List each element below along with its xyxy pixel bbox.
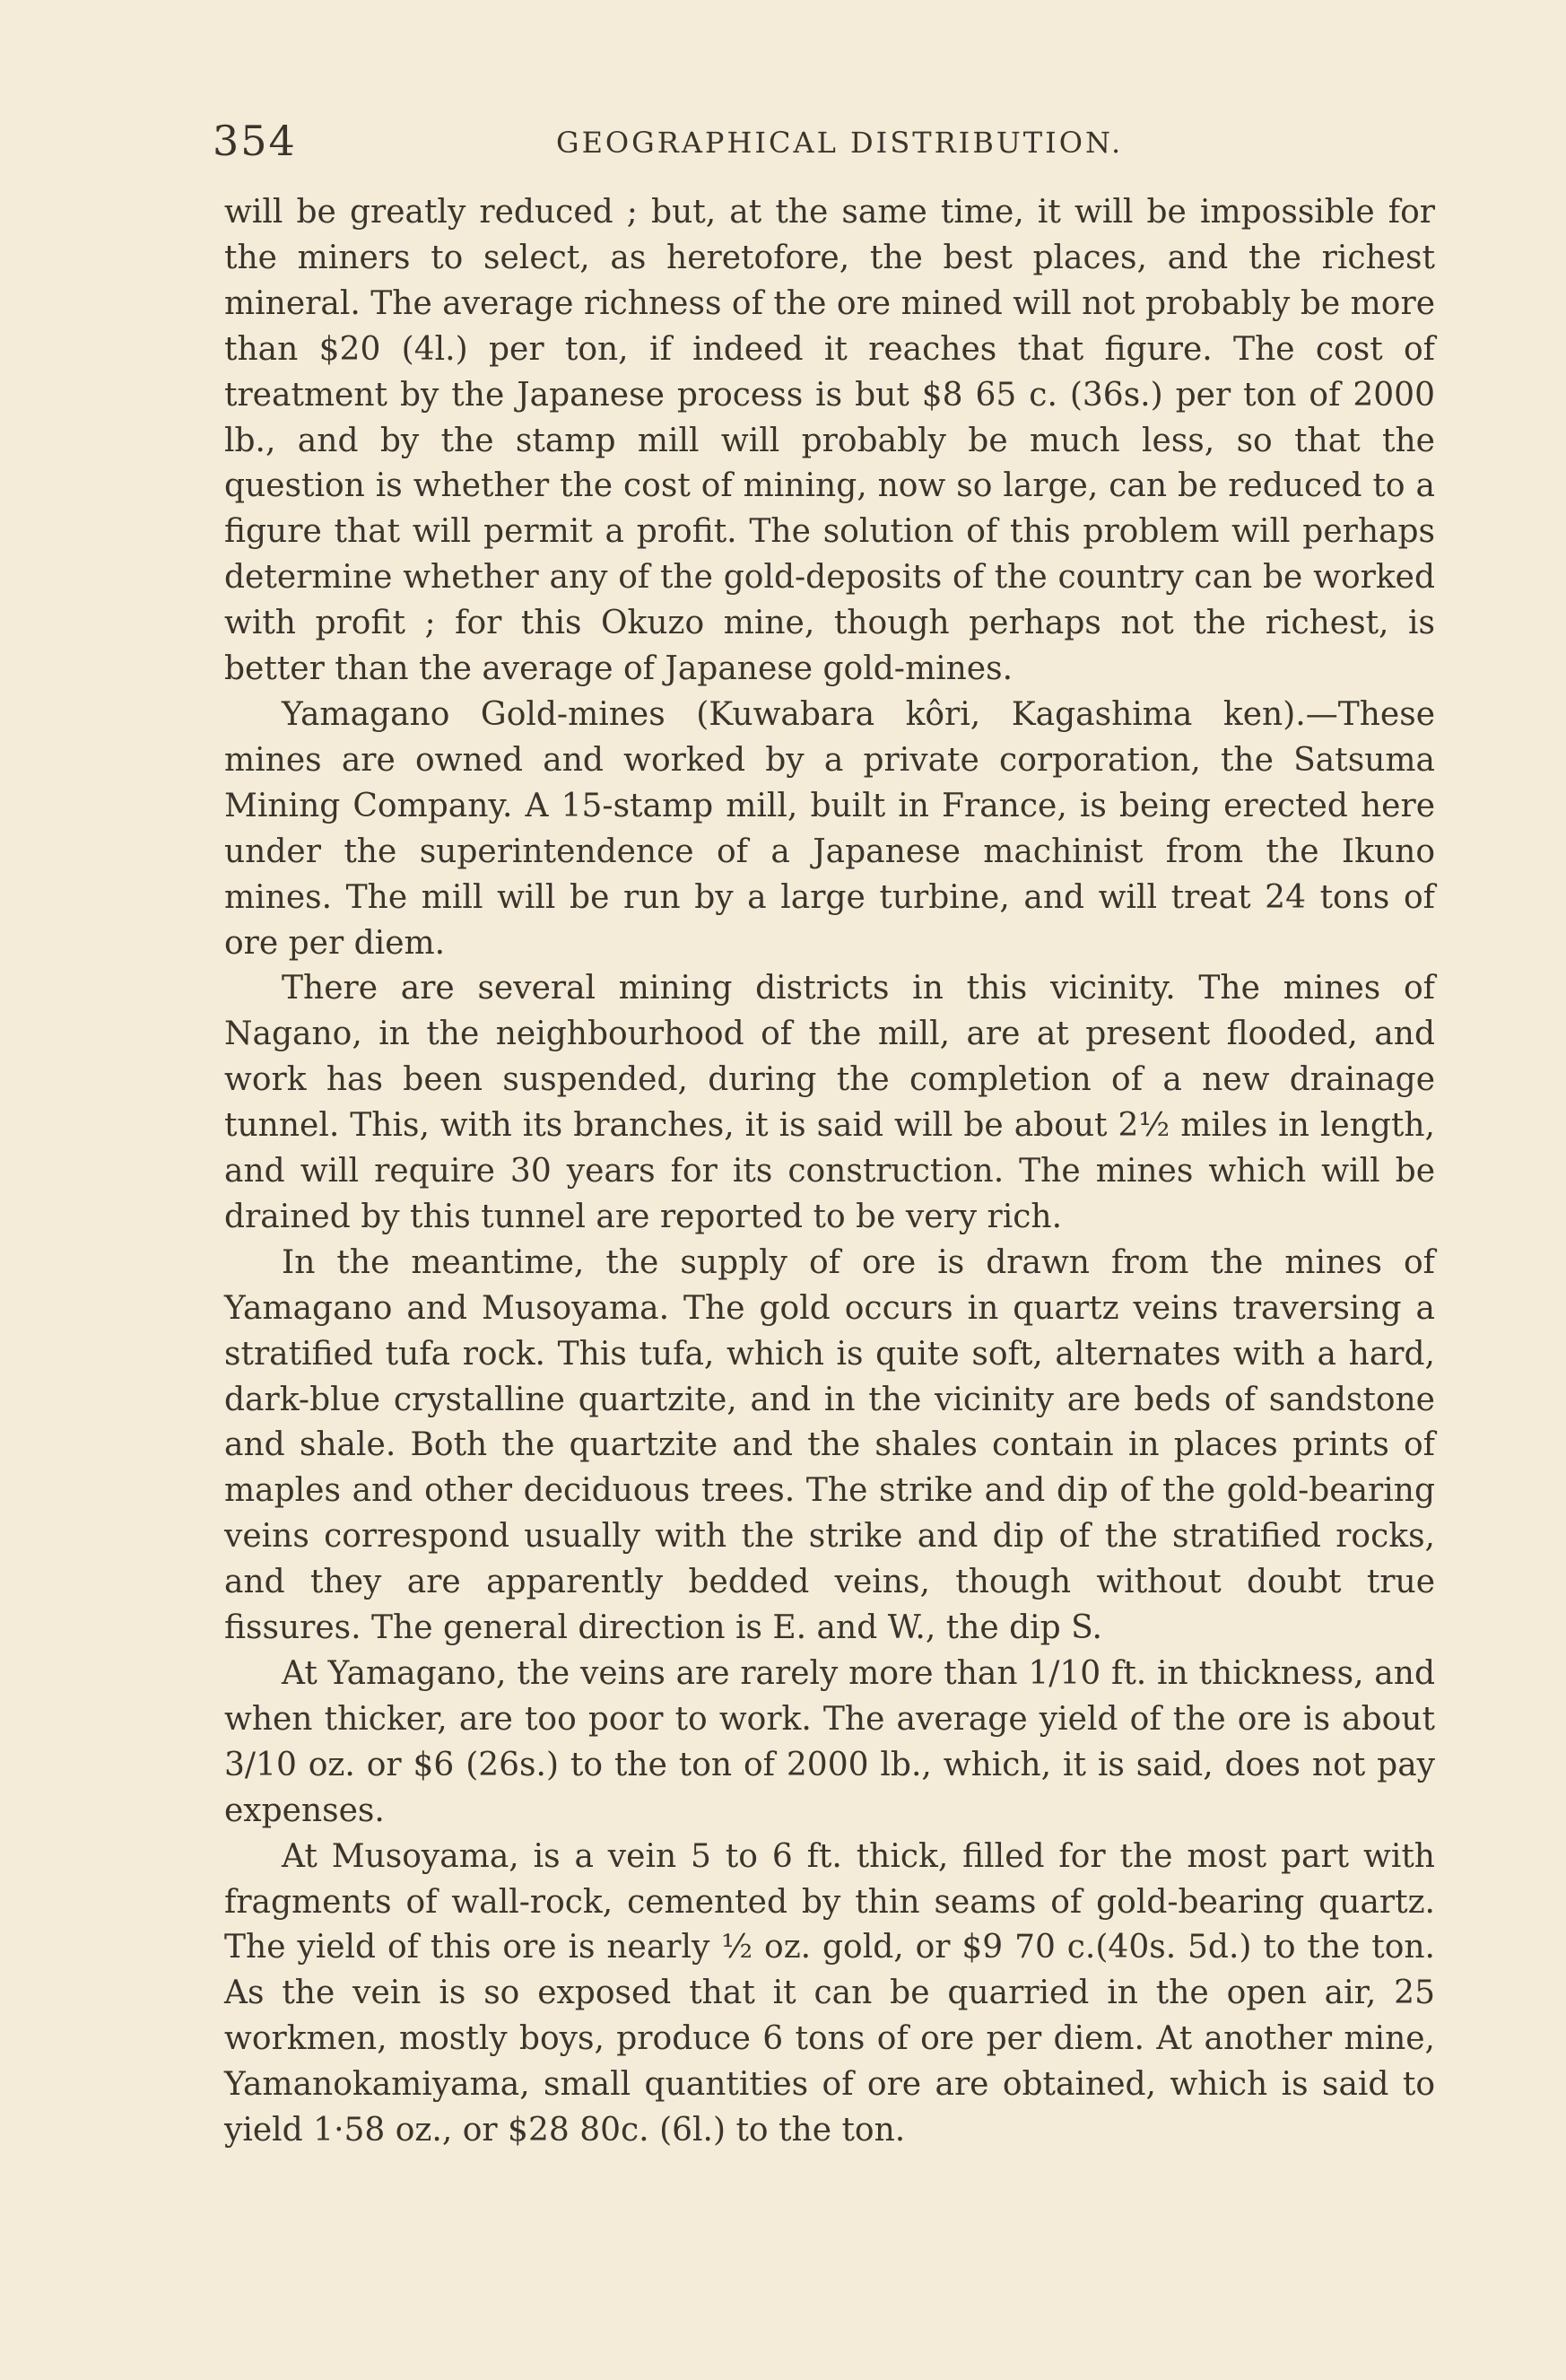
body-text bbox=[224, 190, 1435, 2154]
paragraph-ore-supply: In the meantime, the supply of ore is drawn from the mines of Yamagano and Musoyama. The gold occurs in quartz veins traversing a stratified tufa rock. This tufa, which is quite soft, alternates with a hard, dark-blue crystalline quartzite, and in the vicinity are beds of sandstone and shale. Both the quartzite and the shales contain in places prints of maples and other deciduous trees. The strike and dip of the gold-bearing veins correspond usually with the strike and dip of the stratified rocks, and they are apparently bedded veins, though without doubt true fissures. The general direction is E. and W., the dip S. bbox=[224, 1243, 1435, 1647]
paragraph-continuation: will be greatly reduced ; but, at the same time, it will be impossible for the miners to select, as heretofore, the best places, and the richest mineral. The average richness of the ore mined will not probably be more than $20 (4l.) per ton, if indeed it reaches that figure. The cost of treatment by the Japanese process is but $8 65 c. (36s.) per ton of 2000 lb., and by the stamp mill will probably be much less, so that the question is whether the cost of mining, now so large, can be reduced to a figure that will permit a profit. The solution of this problem will perhaps determine whether any of the gold-deposits of the country can be worked with profit ; for this Okuzo mine, though perhaps not the richest, is better than the average of Japanese gold-mines. bbox=[224, 194, 1435, 688]
paragraph-mining-districts: There are several mining districts in this vicinity. The mines of Nagano, in the neighbourhood of the mill, are at present flooded, and work has been suspended, during the completion of a new drainage tunnel. This, with its branches, it is said will be about 2½ miles in length, and will require 30 years for its construction. The mines which will be drained by this tunnel are reported to be very rich. bbox=[224, 970, 1435, 1235]
paragraph-yamagano-gold-mines: Yamagano Gold-mines (Kuwabara kôri, Kagashima ken).—These mines are owned and worked by a private corporation, the Satsuma Mining Company. A 15-stamp mill, built in France, is being erected here under the superintendence of a Japanese machinist from the Ikuno mines. The mill will be run by a large turbine, and will treat 24 tons of ore per diem. bbox=[224, 695, 1435, 962]
paragraph-musoyama: At Musoyama, is a vein 5 to 6 ft. thick, filled for the most part with fragments of wall-rock, cemented by thin seams of gold-bearing quartz. The yield of this ore is nearly ½ oz. gold, or $9 70 c.(40s. 5d.) to the ton. As the vein is so exposed that it can be quarried in the open air, 25 workmen, mostly boys, produce 6 tons of ore per diem. At another mine, Yamanokamiyama, small quantities of ore are obtained, which is said to yield 1·58 oz., or $28 80c. (6l.) to the ton. bbox=[224, 1837, 1435, 2149]
running-head: GEOGRAPHICAL DISTRIBUTION. bbox=[556, 126, 1124, 160]
page-number: 354 bbox=[213, 117, 297, 165]
paragraph-yamagano-veins: At Yamagano, the veins are rarely more than 1/10 ft. in thickness, and when thicker, are too poor to work. The average yield of the ore is about 3/10 oz. or $6 (26s.) to the ton of 2000 lb., which, it is said, does not pay expenses. bbox=[224, 1655, 1435, 1829]
